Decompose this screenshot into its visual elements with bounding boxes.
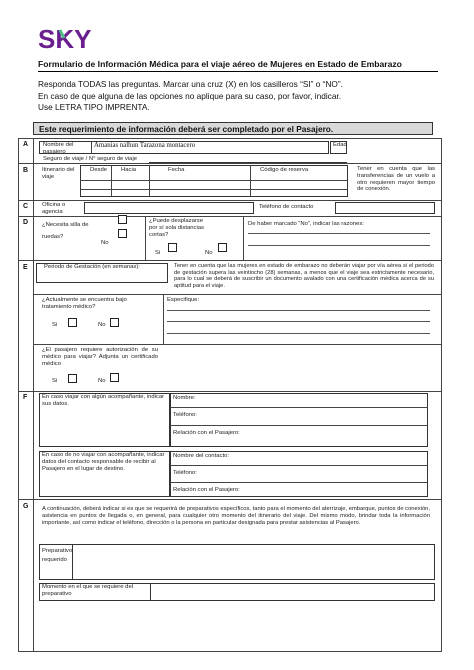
itinerary-label: Itinerario del viaje (42, 167, 75, 180)
treatment-question: ¿Actualmente se encuentra bajo tratamiento médico? (42, 297, 127, 310)
sky-logo (38, 26, 98, 52)
passenger-name-label: Nombre del pasajero (43, 142, 74, 155)
specify-line-2[interactable] (167, 321, 430, 322)
companion-name-label: Nombre: (173, 395, 196, 401)
logo-text: SKY (38, 26, 92, 52)
contact-question: En caso de no viajar con acompañante, indicar datos del contacto responsable de recibir al Pasajero en el lugar de destino. (42, 452, 165, 472)
gestation-label: Periodo de Gestación (en semanas): (44, 264, 140, 270)
contact-name-line[interactable] (170, 465, 428, 466)
walk-no-label: No (205, 250, 213, 256)
specify-label: Especifique: (167, 297, 200, 303)
reasons-line-2[interactable] (248, 245, 430, 246)
authorization-question: ¿El pasajero requiere autorización de su médico para viajar? Adjunta un certificado médico (42, 347, 158, 367)
section-f-label: F (23, 394, 28, 401)
authorization-si-label: Si (52, 378, 58, 384)
treatment-no-label: No (98, 322, 106, 328)
section-b-label: B (23, 167, 29, 174)
treatment-si-label: Si (52, 322, 58, 328)
section-d-label: D (23, 219, 29, 226)
authorization-no-label: No (98, 378, 106, 384)
col-fecha: Fecha (168, 167, 185, 173)
preparation-field[interactable] (72, 544, 435, 580)
reasons-label: De haber marcado “No”, indicar las razones: (248, 221, 364, 227)
treatment-si-checkbox[interactable] (68, 318, 77, 327)
companion-question: En caso viajar con algún acompañante, indicar sus datos. (42, 394, 165, 407)
wheelchair-no-checkbox[interactable] (118, 229, 127, 238)
authorization-si-checkbox[interactable] (68, 374, 77, 383)
companion-relation-label: Relación con el Pasajero: (173, 430, 240, 436)
contact-phone-label-f: Teléfono: (173, 470, 197, 476)
connection-note: Tener en cuenta que las transferencias de un vuelo a otro requieren mayor tiempo de conexión. (357, 166, 435, 193)
preparation-label: Preparativo requerido (42, 548, 73, 563)
contact-relation-label: Relación con el Pasajero: (173, 487, 240, 493)
gestation-note: Tener en cuenta que las mujeres en estado de embarazo no deberán viajar por vía aérea si el periodo de gestación supera las veintiocho (28) semanas, a menos que el viaje sea estrictamente necesario, para lo cual se deberá de suscribir un documento avalado con una certificación médica acerca de su aptitud para el viaje. (174, 263, 434, 289)
wheelchair-si-checkbox[interactable] (118, 215, 127, 224)
section-c-label: C (23, 203, 29, 210)
contact-phone-field[interactable] (335, 202, 435, 214)
col-desde: Desde (90, 167, 108, 173)
wheelchair-question: ¿Necesita silla de ruedas? (42, 222, 89, 240)
banner-text: Este requerimiento de información deberá ser completado por el Pasajero. (39, 124, 334, 134)
moment-label: Momento en el que se requiere del preparativo (42, 584, 134, 597)
contact-name-label: Nombre del contacto: (173, 453, 229, 459)
form-title: Formulario de Información Médica para el viaje aéreo de Mujeres en Estado de Embarazo (38, 59, 402, 69)
companion-name-line[interactable] (170, 407, 428, 408)
instruction-1: Responda TODAS las preguntas. Marcar una cruz (X) en los casilleros “SI” o “NO”. (38, 79, 343, 89)
authorization-no-checkbox[interactable] (110, 373, 119, 382)
specify-line-1[interactable] (167, 310, 430, 311)
companion-phone-label: Teléfono: (173, 412, 197, 418)
agency-field[interactable] (84, 202, 254, 214)
walk-no-checkbox[interactable] (218, 243, 227, 252)
reasons-line-1[interactable] (248, 233, 430, 234)
preparations-text: A continuación, deberá indicar si es que se requerirá de preparativos específicos, tanto para el momento del aterrizaje, embarque, puntos de conexión, asistencia en puntos de llegada o, en general, para cualquier otro momento del itinerario del viaje. Del mismo modo, brindar toda la información importante, así como indicar el teléfono, dirección o la persona en particular designada para prestar asistencias al Pasajero. (42, 506, 430, 526)
walk-si-label: Si (155, 250, 161, 256)
moment-field[interactable] (150, 583, 435, 601)
section-g-label: G (23, 503, 29, 510)
contact-phone-label: Teléfono de contacto (259, 204, 314, 210)
companion-phone-line[interactable] (170, 425, 428, 426)
section-a-label: A (23, 141, 29, 148)
contact-phone-line[interactable] (170, 482, 428, 483)
passenger-name-value: Amanias nalhun Tarazona montacero (94, 142, 196, 149)
insurance-label: Seguro de viaje / N° seguro de viaje (43, 156, 138, 162)
instruction-3: Use LETRA TIPO IMPRENTA. (38, 102, 150, 112)
treatment-no-checkbox[interactable] (110, 318, 119, 327)
specify-line-3[interactable] (167, 333, 430, 334)
walk-si-checkbox[interactable] (168, 243, 177, 252)
walk-question: ¿Puede desplazarse por sí sola distancias cortas? (149, 218, 205, 238)
col-hacia: Hacia (121, 167, 137, 173)
age-label: Edad (333, 142, 347, 148)
wheelchair-no-label: No (101, 240, 109, 246)
companion-fields (170, 393, 428, 447)
instruction-2: En caso de que alguna de las opciones no aplique para su caso, por favor, indicar. (38, 91, 342, 101)
insurance-field[interactable] (149, 156, 347, 163)
passenger-banner (33, 122, 433, 135)
sky-logo-icon (38, 26, 98, 52)
col-codigo: Código de reserva (260, 167, 309, 173)
section-e-label: E (23, 264, 28, 271)
agency-label: Oficina o agencia (42, 202, 66, 215)
